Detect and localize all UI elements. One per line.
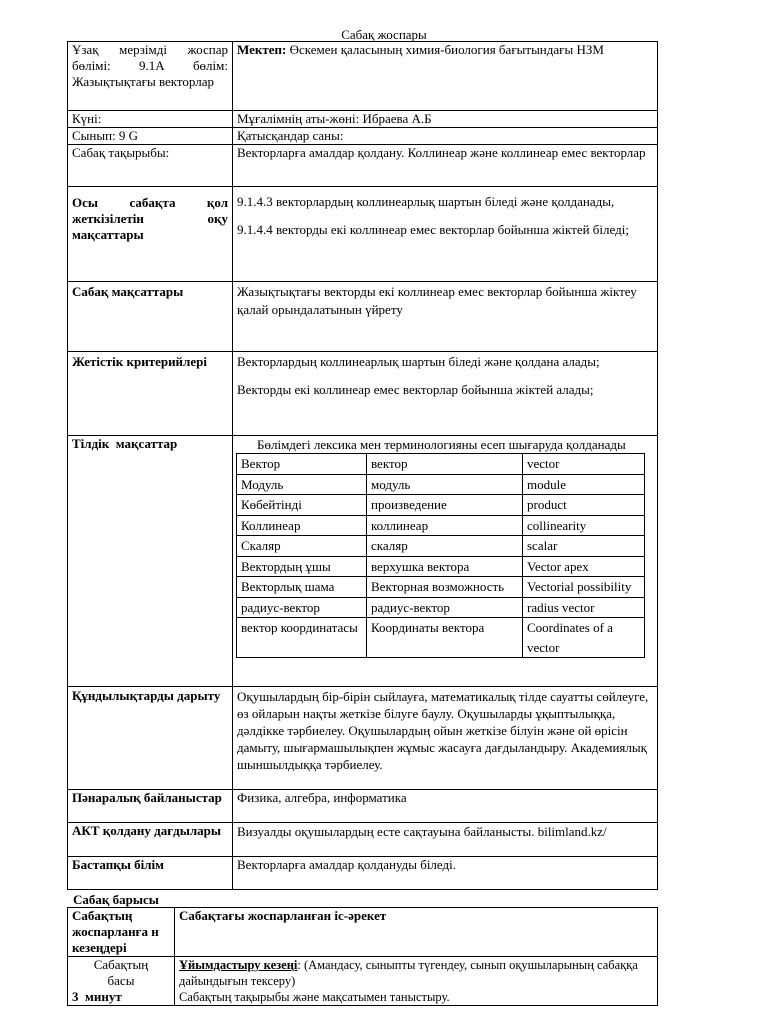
lesson-goals-label: Сабақ мақсаттары bbox=[68, 282, 233, 352]
row-lesson-goals bbox=[68, 282, 658, 352]
grade-label: Сынып: 9 G bbox=[68, 128, 233, 145]
row-prior bbox=[68, 857, 658, 890]
vocab-kazakh: Скаляр bbox=[237, 536, 367, 557]
objectives-cell bbox=[233, 187, 658, 282]
row-long-term bbox=[68, 42, 658, 111]
vocab-english: radius vector bbox=[523, 597, 645, 618]
row-criteria bbox=[68, 352, 658, 436]
vocab-russian: радиус-вектор bbox=[367, 597, 523, 618]
vocab-kazakh: Векторлық шама bbox=[237, 577, 367, 598]
row-grade bbox=[68, 128, 658, 145]
school-value: Өскемен қаласының химия-биология бағытындағы НЗМ bbox=[286, 42, 604, 57]
vocab-english: Vector apex bbox=[523, 556, 645, 577]
vocab-kazakh: Вектордың ұшы bbox=[237, 556, 367, 577]
prior-label: Бастапқы білім bbox=[68, 857, 233, 890]
criterion-2: Векторды екі коллинеар емес векторлар бойынша жіктей алады; bbox=[237, 382, 594, 397]
vocab-kazakh: вектор координатасы bbox=[237, 618, 367, 658]
vocab-kazakh: Модуль bbox=[237, 474, 367, 495]
vocab-english: collinearity bbox=[523, 515, 645, 536]
vocab-english: Coordinates of a vector bbox=[523, 618, 645, 658]
vocab-row bbox=[237, 597, 645, 618]
vocab-row bbox=[237, 474, 645, 495]
prior-value: Векторларға амалдар қолдануды біледі. bbox=[233, 857, 658, 890]
vocab-english: vector bbox=[523, 454, 645, 475]
ict-label: АКТ қолдану дағдылары bbox=[68, 823, 233, 857]
course-header-row bbox=[68, 908, 658, 957]
school-label: Мектеп: bbox=[237, 42, 287, 57]
values-label: Құндылықтарды дарыту bbox=[68, 687, 233, 790]
values-value: Оқушылардың бір-бірін сыйлауға, математикалық тілде сауатты сөйлеуге, өз ойларын нақты жеткізе білуге баулу. Оқушыларды ұқыптылыққа, дәлдікке тәрбиелеу. Оқушылардың ойын жеткізе білуін және ой өрісін дамыту, шығармашылықпен жұмыс жасауға дағдыландыру. Академиялық шыншылдыққа тәрбиелеу. bbox=[233, 687, 658, 790]
school-cell bbox=[233, 42, 658, 111]
criteria-label: Жетістік критерийлері bbox=[68, 352, 233, 436]
ict-value: Визуалды оқушылардың есте сақтауына байланысты. bilimland.kz/ bbox=[233, 823, 658, 857]
org-label: Ұйымдастыру кезеңі bbox=[179, 958, 298, 972]
org-text: : (Амандасу, сыныпты түгендеу, сынып оқушыларының сабаққа дайындығын тексеру) bbox=[179, 958, 638, 988]
vocab-english: product bbox=[523, 495, 645, 516]
stage-activity bbox=[175, 957, 658, 1006]
date-label: Күні: bbox=[68, 111, 233, 128]
vocab-russian: модуль bbox=[367, 474, 523, 495]
lesson-plan-table bbox=[67, 41, 658, 890]
stage-cell bbox=[68, 957, 175, 1006]
lesson-goals-value: Жазықтықтағы векторды екі коллинеар емес векторлар бойынша жіктеу қалай орындалатынын үйрету bbox=[233, 282, 658, 352]
course-heading: Сабақ барысы bbox=[73, 892, 159, 907]
vocab-russian: верхушка вектора bbox=[367, 556, 523, 577]
row-objectives bbox=[68, 187, 658, 282]
stage-name: Сабақтың басы bbox=[93, 957, 149, 988]
org-text-2: Сабақтың тақырыбы және мақсатымен таныстыру. bbox=[179, 990, 450, 1004]
row-language bbox=[68, 436, 658, 687]
topic-label: Сабақ тақырыбы: bbox=[68, 145, 233, 187]
vocab-russian: скаляр bbox=[367, 536, 523, 557]
vocab-row bbox=[237, 454, 645, 475]
stage-time: 3 минут bbox=[72, 989, 122, 1004]
vocab-english: module bbox=[523, 474, 645, 495]
vocab-kazakh: Коллинеар bbox=[237, 515, 367, 536]
course-col2-header: Сабақтағы жоспарланған іс-әрекет bbox=[175, 908, 658, 957]
vocab-russian: коллинеар bbox=[367, 515, 523, 536]
language-intro: Бөлімдегі лексика мен терминологияны есеп шығаруда қолданады bbox=[257, 437, 626, 452]
teacher-name: Мұғалімнің аты-жөні: Ибраева А.Б bbox=[233, 111, 658, 128]
vocab-row bbox=[237, 495, 645, 516]
course-table bbox=[67, 907, 658, 1006]
page-title: Сабақ жоспары bbox=[341, 27, 427, 42]
vocab-russian: вектор bbox=[367, 454, 523, 475]
vocab-kazakh: Вектор bbox=[237, 454, 367, 475]
vocabulary-table bbox=[236, 453, 645, 658]
vocab-row bbox=[237, 618, 645, 658]
criterion-1: Векторлардың коллинеарлық шартын біледі және қолдана алады; bbox=[237, 354, 600, 369]
criteria-cell bbox=[233, 352, 658, 436]
vocab-russian: произведение bbox=[367, 495, 523, 516]
cross-value: Физика, алгебра, информатика bbox=[233, 790, 658, 823]
language-cell bbox=[233, 436, 658, 687]
course-stage-row bbox=[68, 957, 658, 1006]
language-label: Тілдік мақсаттар bbox=[68, 436, 233, 687]
row-values bbox=[68, 687, 658, 790]
topic-value: Векторларға амалдар қолдану. Коллинеар және коллинеар емес векторлар bbox=[233, 145, 658, 187]
vocab-russian: Координаты вектора bbox=[367, 618, 523, 658]
vocab-row bbox=[237, 577, 645, 598]
row-date bbox=[68, 111, 658, 128]
objectives-label: Осы сабақта қол жеткізілетін оқу мақсаттары bbox=[68, 187, 233, 282]
attendance-label: Қатысқандар саны: bbox=[233, 128, 658, 145]
cross-label: Пәнаралық байланыстар bbox=[68, 790, 233, 823]
vocab-row bbox=[237, 515, 645, 536]
course-col1-header: Сабақтың жоспарланға н кезеңдері bbox=[68, 908, 175, 957]
row-cross bbox=[68, 790, 658, 823]
vocab-row bbox=[237, 556, 645, 577]
vocab-english: scalar bbox=[523, 536, 645, 557]
vocab-english: Vectorial possibility bbox=[523, 577, 645, 598]
vocab-russian: Векторная возможность bbox=[367, 577, 523, 598]
row-ict bbox=[68, 823, 658, 857]
vocab-kazakh: Көбейтінді bbox=[237, 495, 367, 516]
vocab-kazakh: радиус-вектор bbox=[237, 597, 367, 618]
long-term-label: Ұзақ мерзімді жоспар бөлімі: 9.1А бөлім: Жазықтықтағы векторлар bbox=[68, 42, 233, 111]
vocab-row bbox=[237, 536, 645, 557]
row-topic bbox=[68, 145, 658, 187]
objective-1: 9.1.4.3 векторлардың коллинеарлық шартын біледі және қолданады, bbox=[237, 194, 615, 209]
objective-2: 9.1.4.4 векторды екі коллинеар емес векторлар бойынша жіктей біледі; bbox=[237, 222, 629, 237]
